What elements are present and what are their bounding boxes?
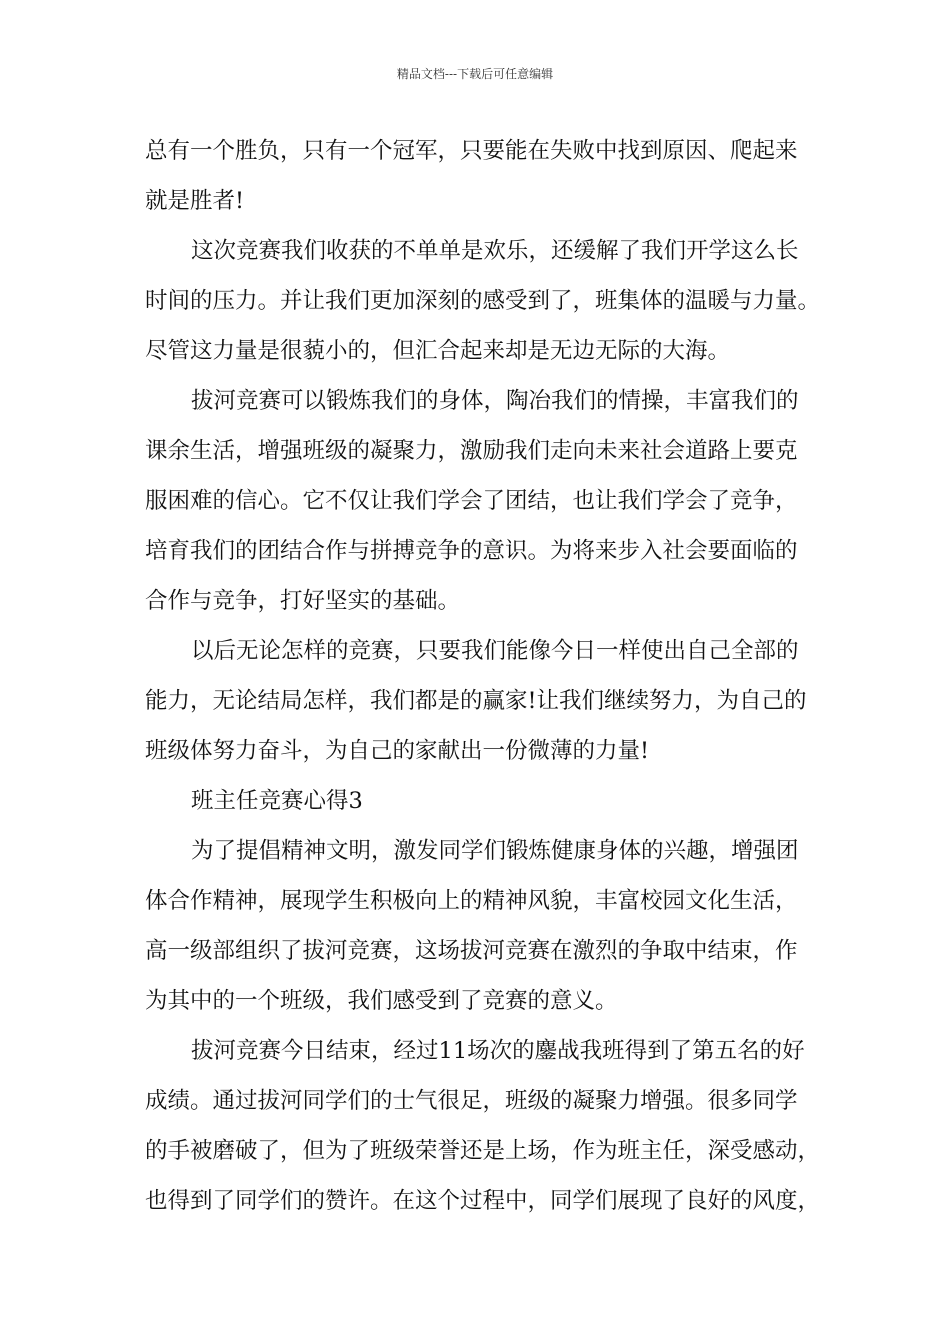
text-line: 能力，无论结局怎样，我们都是的赢家!让我们继续努力，为自己的 — [145, 688, 807, 714]
text-line: 成绩。通过拔河同学们的士气很足，班级的凝聚力增强。很多同学 — [145, 1088, 798, 1114]
page-header: 精品文档---下载后可任意编辑 — [396, 67, 554, 81]
document-body — [145, 126, 821, 1226]
paragraph-start-line: 这次竞赛我们收获的不单单是欢乐，还缓解了我们开学这么长 — [191, 238, 799, 264]
text-line: 时间的压力。并让我们更加深刻的感受到了，班集体的温暖与力量。 — [145, 288, 821, 314]
paragraph-start-line: 为了提倡精神文明，激发同学们锻炼健康身体的兴趣，增强团 — [191, 838, 799, 864]
paragraph-start-line: 拔河竞赛今日结束，经过11场次的鏖战我班得到了第五名的好 — [191, 1038, 805, 1064]
text-line: 也得到了同学们的赞许。在这个过程中，同学们展现了良好的风度， — [145, 1188, 821, 1214]
text-line: 总有一个胜负，只有一个冠军，只要能在失败中找到原因、爬起来 — [145, 138, 798, 164]
text-line: 高一级部组织了拔河竞赛，这场拔河竞赛在激烈的争取中结束，作 — [145, 938, 798, 964]
text-line: 为其中的一个班级，我们感受到了竞赛的意义。 — [145, 988, 618, 1014]
text-line: 课余生活，增强班级的凝聚力，激励我们走向未来社会道路上要克 — [145, 438, 798, 464]
text-line: 班级体努力奋斗，为自己的家献出一份微薄的力量! — [145, 738, 650, 764]
section-heading: 班主任竞赛心得3 — [191, 788, 363, 814]
paragraph-start-line: 拔河竞赛可以锻炼我们的身体，陶冶我们的情操，丰富我们的 — [191, 388, 799, 414]
text-line: 尽管这力量是很藐小的，但汇合起来却是无边无际的大海。 — [145, 338, 731, 364]
text-line: 体合作精神，展现学生积极向上的精神风貌，丰富校园文化生活， — [145, 888, 798, 914]
text-line: 就是胜者! — [145, 188, 245, 214]
text-line: 服困难的信心。它不仅让我们学会了团结，也让我们学会了竞争， — [145, 488, 798, 514]
paragraph-start-line: 以后无论怎样的竞赛，只要我们能像今日一样使出自己全部的 — [191, 638, 799, 664]
text-line: 合作与竞争，打好坚实的基础。 — [145, 588, 461, 614]
text-line: 的手被磨破了，但为了班级荣誉还是上场，作为班主任，深受感动， — [145, 1138, 821, 1164]
text-line: 培育我们的团结合作与拼搏竞争的意识。为将来步入社会要面临的 — [145, 538, 798, 564]
